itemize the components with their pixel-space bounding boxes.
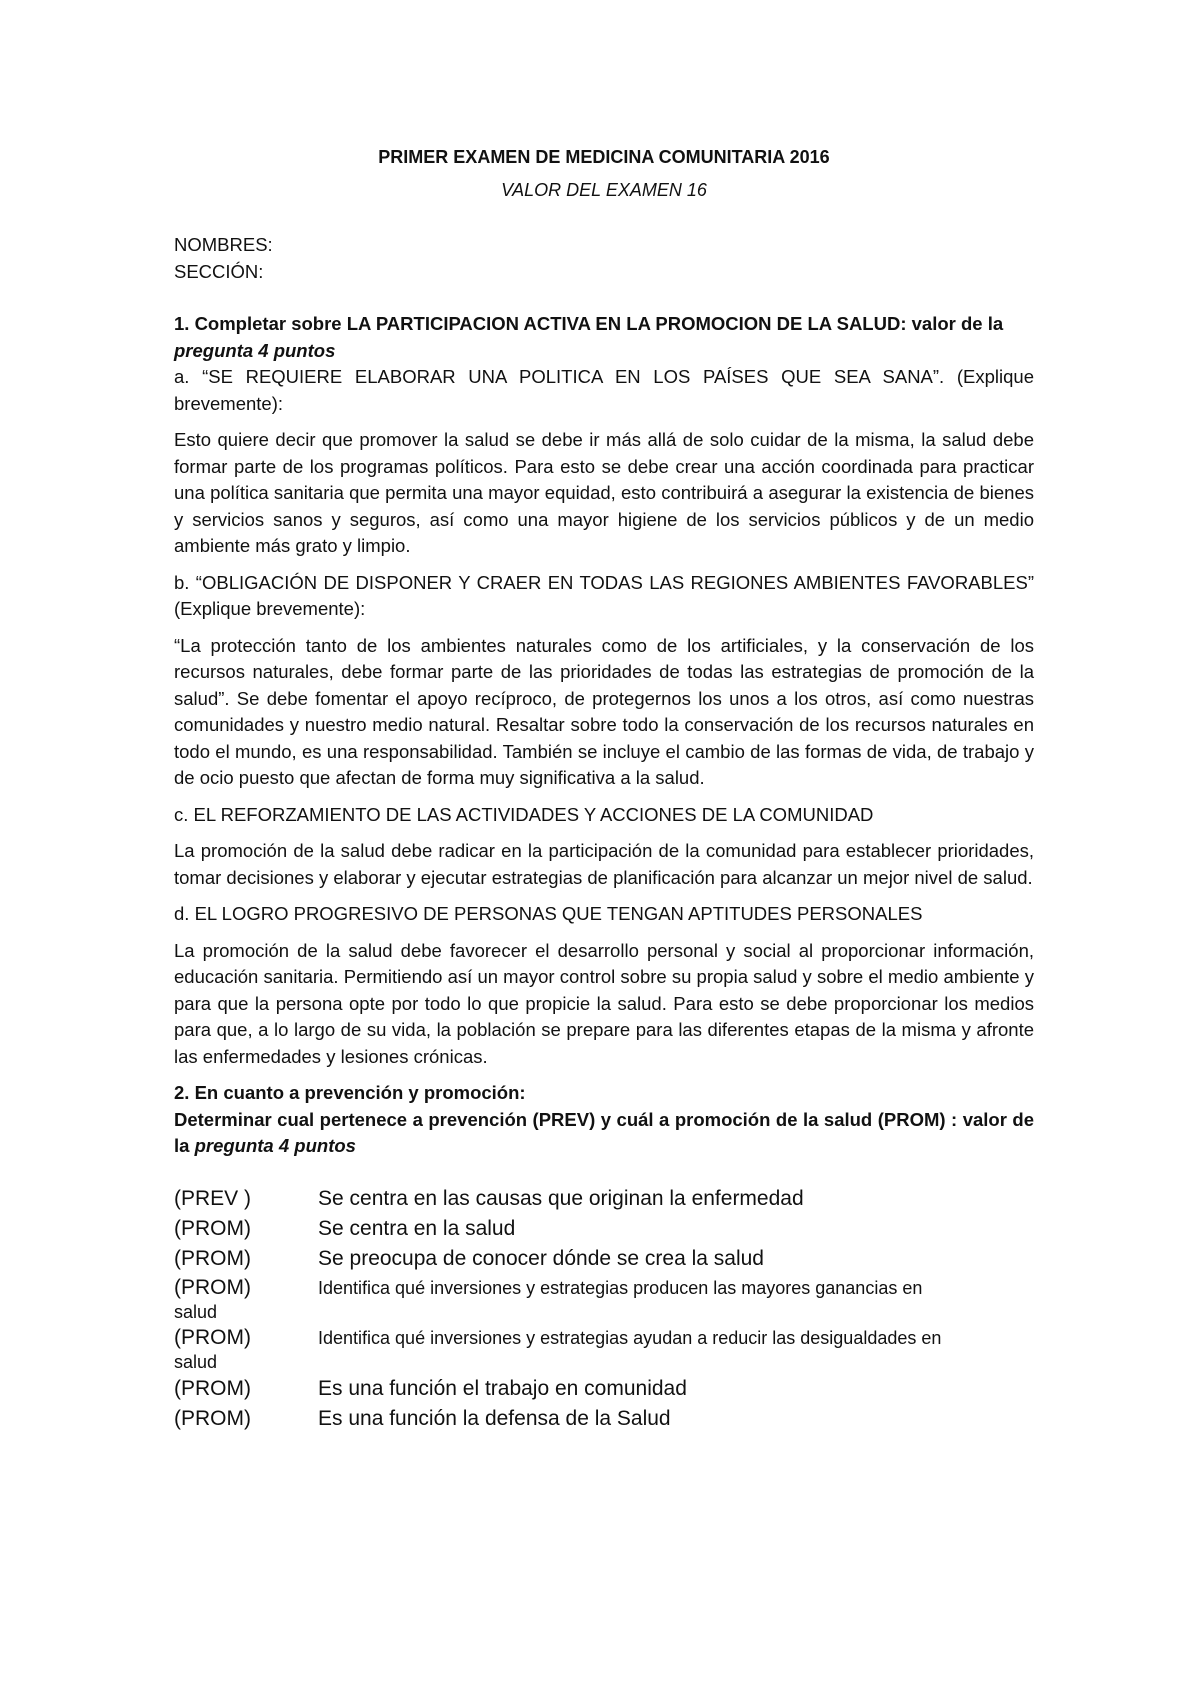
question-2-instruction-text: Determinar cual pertenece a prevención (PREV) y cuál a promoción de la salud (PROM) : valor de la bbox=[174, 1108, 1034, 1156]
question-1a-heading: a. “SE REQUIERE ELABORAR UNA POLITICA EN LOS PAÍSES QUE SEA SANA”. (Explique brevemente): bbox=[174, 366, 1034, 414]
list-item-tag: (PROM) bbox=[174, 1406, 251, 1430]
list-item-tag: (PROM) bbox=[174, 1325, 251, 1349]
list-item bbox=[174, 1374, 1034, 1404]
exam-subtitle: VALOR DEL EXAMEN 16 bbox=[501, 180, 707, 200]
question-1d-heading: d. EL LOGRO PROGRESIVO DE PERSONAS QUE TENGAN APTITUDES PERSONALES bbox=[174, 903, 923, 924]
list-item-text: Se preocupa de conocer dónde se crea la salud bbox=[318, 1246, 764, 1270]
list-item-continuation: salud bbox=[174, 1351, 218, 1372]
list-item-text: Es una función el trabajo en comunidad bbox=[318, 1376, 687, 1400]
list-item-text: Identifica qué inversiones y estrategias producen las mayores ganancias en bbox=[318, 1277, 923, 1298]
question-2-heading: 2. En cuanto a prevención y promoción: bbox=[174, 1082, 526, 1103]
list-item-tag: (PROM) bbox=[174, 1216, 251, 1240]
question-1c-heading: c. EL REFORZAMIENTO DE LAS ACTIVIDADES Y ACCIONES DE LA COMUNIDAD bbox=[174, 803, 874, 825]
list-item bbox=[174, 1184, 1034, 1214]
list-item-tag: (PREV ) bbox=[174, 1186, 252, 1210]
list-item-text: Se centra en la salud bbox=[318, 1216, 516, 1240]
question-1b-heading: b. “OBLIGACIÓN DE DISPONER Y CRAER EN TODAS LAS REGIONES AMBIENTES FAVORABLES” (Explique brevemente): bbox=[174, 571, 1034, 619]
question-1-heading bbox=[174, 311, 1034, 364]
nombres-field: NOMBRES: bbox=[174, 234, 273, 255]
list-item-text: Es una función la defensa de la Salud bbox=[318, 1406, 671, 1430]
list-item-text: Se centra en las causas que originan la enfermedad bbox=[318, 1186, 804, 1210]
question-2 bbox=[174, 1080, 1034, 1434]
question-1d-answer: La promoción de la salud debe favorecer el desarrollo personal y social al proporcionar información, educación sanitaria. Permitiendo así un mayor control sobre su propia salud y sobre el medio ambiente y para que la persona opte por todo lo que propicie la salud. Para esto se debe proporcionar los medios para que, a lo largo de su vida, la población se prepare para las diferentes etapas de la misma y afronte las enfermedades y lesiones crónicas. bbox=[174, 939, 1034, 1067]
question-1 bbox=[174, 311, 1034, 1070]
prev-prom-list bbox=[174, 1184, 1034, 1434]
question-2-instruction bbox=[174, 1107, 1034, 1160]
list-item-continuation: salud bbox=[174, 1301, 218, 1322]
question-1b-answer: “La protección tanto de los ambientes naturales como de los artificiales, y la conservación de los recursos naturales, debe formar parte de las prioridades de todas las estrategias de promoción de la salud”. Se debe fomentar el apoyo recíproco, de protegernos los unos a los otros, así como nuestras comunidades y nuestro medio natural. Resaltar sobre todo la conservación de los recursos naturales en todo el mundo, es una responsabilidad. También se incluye el cambio de las formas de vida, de trabajo y de ocio puesto que afectan de forma muy significativa a la salud. bbox=[174, 634, 1034, 788]
question-2-points: pregunta 4 puntos bbox=[194, 1135, 356, 1156]
list-item bbox=[174, 1274, 1034, 1324]
seccion-field: SECCIÓN: bbox=[174, 261, 264, 282]
question-1-heading-text: 1. Completar sobre LA PARTICIPACION ACTIVA EN LA PROMOCION DE LA SALUD: valor de la bbox=[174, 313, 1004, 334]
list-item-text: Identifica qué inversiones y estrategias ayudan a reducir las desigualdades en bbox=[318, 1327, 942, 1348]
exam-page bbox=[174, 144, 1034, 1434]
question-1-points: pregunta 4 puntos bbox=[174, 339, 336, 361]
list-item bbox=[174, 1244, 1034, 1274]
list-item-tag: (PROM) bbox=[174, 1275, 251, 1299]
question-1a-answer: Esto quiere decir que promover la salud se debe ir más allá de solo cuidar de la misma, la salud debe formar parte de los programas políticos. Para esto se debe crear una acción coordinada para practicar una política sanitaria que permita una mayor equidad, esto contribuirá a asegurar la existencia de bienes y servicios sanos y seguros, así como una mayor higiene de los servicios públicos y de un medio ambiente más grato y limpio. bbox=[174, 429, 1034, 556]
list-item bbox=[174, 1404, 1034, 1434]
list-item-tag: (PROM) bbox=[174, 1376, 251, 1400]
list-item bbox=[174, 1214, 1034, 1244]
student-fields bbox=[174, 231, 1034, 285]
question-1c-answer: La promoción de la salud debe radicar en la participación de la comunidad para establecer prioridades, tomar decisiones y elaborar y ejecutar estrategias de planificación para alcanzar un mejor nivel de salud. bbox=[174, 840, 1034, 888]
exam-title: PRIMER EXAMEN DE MEDICINA COMUNITARIA 2016 bbox=[378, 147, 830, 167]
list-item-tag: (PROM) bbox=[174, 1246, 251, 1270]
list-item bbox=[174, 1324, 1034, 1374]
